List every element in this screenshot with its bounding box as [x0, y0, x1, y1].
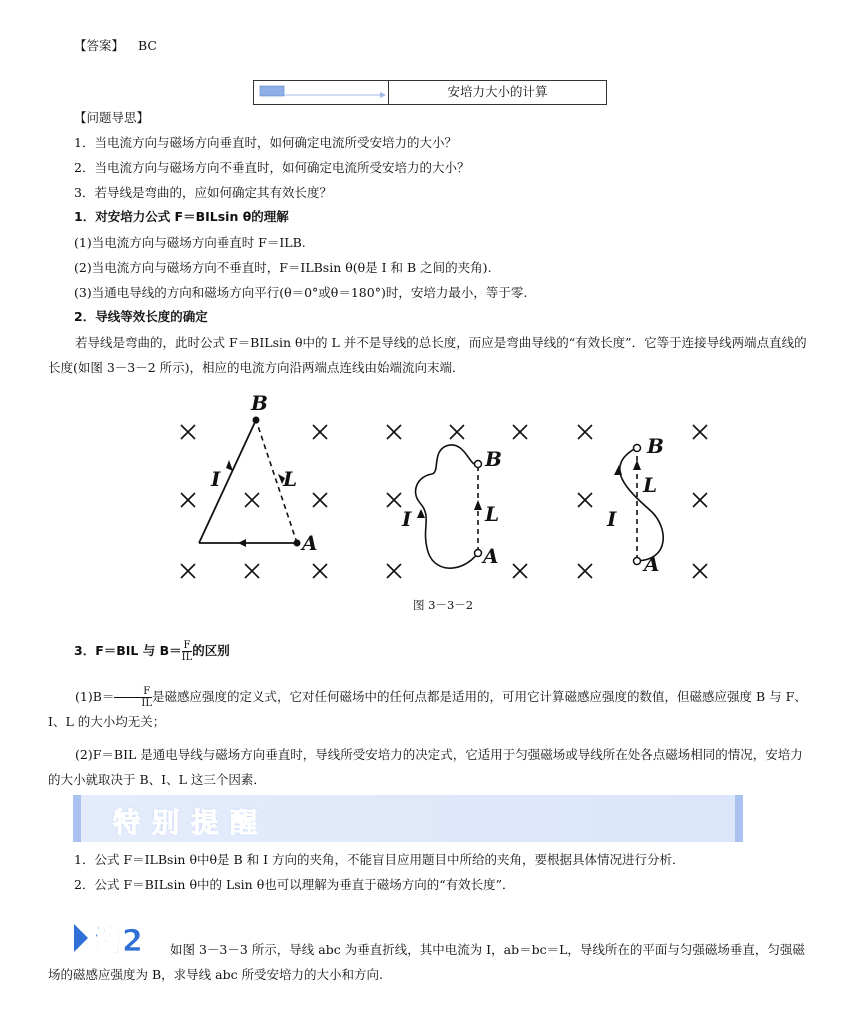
fraction-denominator: IL [181, 652, 193, 663]
point1-heading: 1．对安培力公式 F＝BILsin θ的理解 [74, 209, 289, 224]
guide-question-2: 2．当电流方向与磁场方向不垂直时，如何确定电流所受安培力的大小？ [74, 160, 470, 175]
point1-item-2: (2)当电流方向与磁场方向不垂直时，F＝ILBsin θ(θ是 I 和 B 之间的夹角). [74, 260, 492, 275]
diagram-3-label-B: B [647, 434, 664, 458]
point3-heading-prefix: 3．F＝BIL 与 B＝ [74, 643, 182, 658]
diagram-3-label-L: L [643, 473, 658, 497]
point3-item-1 [48, 684, 813, 734]
fraction-denominator: IL [141, 698, 152, 709]
section-title: 安培力大小的计算 [447, 84, 548, 99]
fraction-numerator: F [183, 640, 191, 651]
figure-effective-length [170, 388, 730, 588]
diagram-2-label-B: B [485, 447, 502, 471]
diagram-2-label-A: A [483, 544, 499, 568]
example-tag-text: 例2 [92, 924, 143, 956]
diagram-2-curved-wire [401, 445, 502, 568]
guide-question-3: 3．若导线是弯曲的，应如何确定其有效长度？ [74, 185, 332, 200]
answer-line [74, 36, 157, 54]
diagram-3-s-wire [606, 434, 664, 576]
answer-value: BC [138, 38, 157, 53]
guide-label: 【问题导思】 [74, 110, 150, 125]
point3-heading-fraction [182, 640, 193, 663]
diagram-1-label-I: I [211, 467, 221, 491]
diagram-1-triangle [199, 391, 318, 555]
guide-question-1: 1．当电流方向与磁场方向垂直时，如何确定电流所受安培力的大小？ [74, 135, 457, 150]
section-title-box [253, 80, 607, 105]
point2-heading: 2．导线等效长度的确定 [74, 309, 208, 324]
point3-heading [74, 640, 230, 663]
figure-caption: 图 3－3－2 [413, 598, 474, 612]
reminder-1: 1．公式 F＝ILBsin θ中θ是 B 和 I 方向的夹角，不能盲目应用题目中所给的夹角，要根据具体情况进行分析． [74, 852, 685, 867]
point3-item1-fraction [114, 686, 152, 709]
point3-item1-prefix: (1)B＝ [75, 689, 115, 704]
diagram-3-label-I: I [607, 507, 617, 531]
diagram-1-label-B: B [251, 391, 268, 415]
special-reminder-banner [73, 795, 743, 842]
diagram-1-label-L: L [283, 467, 298, 491]
point3-item-2: (2)F＝BIL 是通电导线与磁场方向垂直时，导线所受安培力的决定式，它适用于匀强磁场或导线所在处各点磁场相同的情况，安培力的大小就取决于 B、I、L 这三个因素． [48, 747, 803, 787]
point3-heading-suffix: 的区别 [192, 643, 230, 658]
diagram-1-label-A: A [302, 531, 318, 555]
point2-text: 若导线是弯曲的，此时公式 F＝BILsin θ中的 L 并不是导线的总长度，而应是弯曲导线的“有效长度”．它等于连接导线两端点直线的长度(如图 3－3－2 所示)，相应的电流方向沿两端点连线由始端流向末端． [48, 335, 807, 375]
point1-item-3: (3)当通电导线的方向和磁场方向平行(θ＝0°或θ＝180°)时，安培力最小，等于零. [74, 285, 528, 300]
diagram-2-label-L: L [485, 502, 500, 526]
diagram-2-label-I: I [402, 507, 412, 531]
reminder-2: 2．公式 F＝BILsin θ中的 Lsin θ也可以理解为垂直于磁场方向的“有效长度”． [74, 877, 515, 892]
section-title-left-cell [254, 81, 389, 104]
example-2-text: 如图 3－3－3 所示，导线 abc 为垂直折线，其中电流为 I，ab＝bc＝L，导线所在的平面与匀强磁场垂直，匀强磁场的磁感应强度为 B，求导线 abc 所受安培力的大小和方向. [48, 942, 805, 982]
special-reminder-title: 特别提醒 [113, 808, 269, 839]
answer-label: 【答案】 [74, 38, 125, 53]
fraction-numerator: F [114, 686, 152, 698]
link-arrow-icon [254, 81, 388, 104]
point1-item-1: (1)当电流方向与磁场方向垂直时 F＝ILB. [74, 235, 306, 250]
point3-item1-text: 是磁感应强度的定义式，它对任何磁场中的任何点都是适用的，可用它计算磁感应强度的数值，但磁感应强度 B 与 F、I、L 的大小均无关； [48, 689, 807, 729]
diagram-3-label-A: A [644, 552, 660, 576]
